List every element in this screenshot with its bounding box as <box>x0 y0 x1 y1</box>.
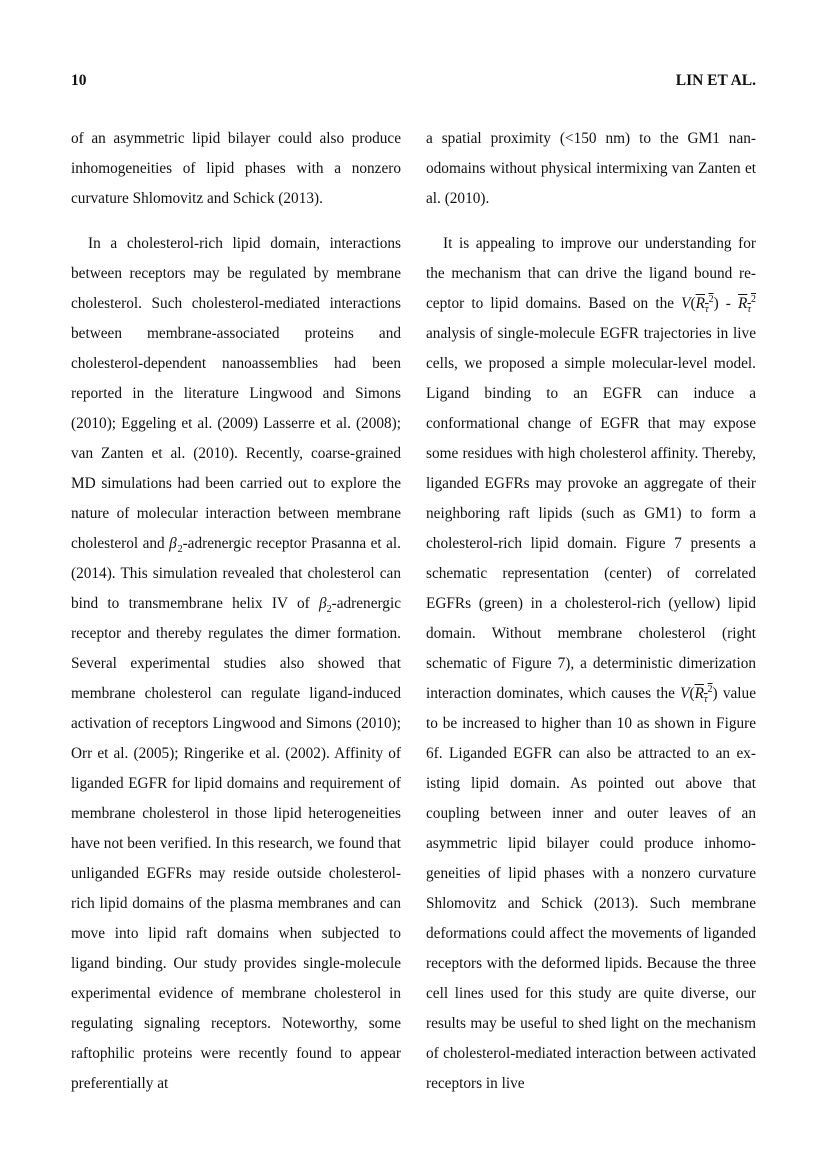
page-header <box>71 72 756 92</box>
beta-subscript: 2 <box>177 544 183 556</box>
page-number: 10 <box>71 72 87 89</box>
left-column <box>71 124 401 1099</box>
right-paragraph-2-text-b: analysis of single-molecule EGFR trajectories in live cells, we proposed a simple molecular-level model. Ligand binding to an EGFR can induce a conformational change of EGFR that may expose some residues with high cholesterol affinity. Thereby, liganded EGFRs may provoke an aggregate of their neighboring raft lipids (such as GM1) to form a cholesterol-rich lipid domain. Figure 7 presents a schematic representation (center) of correlated EGFRs (green) in a cholesterol-rich (yellow) lipid domain. Without membrane cholesterol (right schematic of Figure 7), a deterministic dimerization interaction dominates, which causes the <box>426 325 756 702</box>
right-paragraph-2-text-c: value to be increased to higher than 10 as shown in Figure 6f. Liganded EGFR can also be attracted to an existing lipid domain. As pointed out above that coupling between inner and outer leaves of an asymmetric lipid bilayer could produce inhomogeneities of lipid phases with a nonzero curvature Shlomovitz and Schick (2013). Such membrane deformations could affect the movements of liganded receptors with the deformed lipids. Because the three cell lines used for this study are quite diverse, our results may be useful to shed light on the mechanism of cholesterol-mediated interaction between activated receptors in live <box>426 685 756 1092</box>
left-paragraph-2-text-a: In a cholesterol-rich lipid domain, interactions between receptors may be regulated by membrane cholesterol. Such cholesterol-mediated interactions between membrane-associated proteins and cholesterol-dependent nanoassemblies had been reported in the literature Lingwood and Simons (2010); Eggeling et al. (2009) Lasserre et al. (2008); van Zanten et al. (2010). Recently, coarse-grained MD simulations had been carried out to explore the nature of molecular interaction between membrane cholesterol and <box>71 235 401 552</box>
left-paragraph-1: of an asymmetric lipid bilayer could also produce inhomogeneities of lipid phases with a nonzero curvature Shlomovitz and Schick (2013). <box>71 130 401 207</box>
math-r-tau-squared-bar: $R_\tau^2$ <box>738 293 756 316</box>
right-paragraph-2-text-a: It is appealing to improve our understanding for the mechanism that can drive the ligand bound receptor to lipid domains. Based on the <box>426 235 756 312</box>
right-paragraph-1: a spatial proximity (<150 nm) to the GM1 nanodomains without physical intermixing van Zanten et al. (2010). <box>426 130 756 207</box>
running-head: LIN ET AL. <box>675 72 756 89</box>
math-v-of-r-tau-squared-2: $V(R_\tau^2)$ <box>680 683 718 706</box>
math-v-of-r-tau-squared: $V(R_\tau^2)$ <box>681 293 719 316</box>
right-column <box>426 124 756 1099</box>
left-paragraph-2 <box>71 229 401 1099</box>
left-paragraph-2-text-b: -adrenergic receptor Prasanna et al. (2014). This simulation revealed that cholesterol can bind to transmembrane helix IV of <box>71 535 401 612</box>
beta-symbol: β <box>169 535 177 552</box>
left-paragraph-2-text-c: -adrenergic receptor and thereby regulates the dimer formation. Several experimental studies also showed that membrane cholesterol can regulate ligand-induced activation of receptors Lingwood and Simons (2010); Orr et al. (2005); Ringerike et al. (2002). Affinity of liganded EGFR for lipid domains and requirement of membrane cholesterol in those lipid heterogeneities have not been verified. In this research, we found that unliganded EGFRs may reside outside cholesterol-rich lipid domains of the plasma membranes and can move into lipid raft domains when subjected to ligand binding. Our study provides single-molecule experimental evidence of membrane cholesterol in regulating signaling receptors. Noteworthy, some raftophilic proteins were recently found to appear preferentially at <box>71 595 401 1092</box>
beta-symbol-2: β <box>319 595 327 612</box>
beta-subscript-2: 2 <box>326 604 332 616</box>
math-dash: - <box>718 295 731 312</box>
right-paragraph-2 <box>426 229 756 1099</box>
